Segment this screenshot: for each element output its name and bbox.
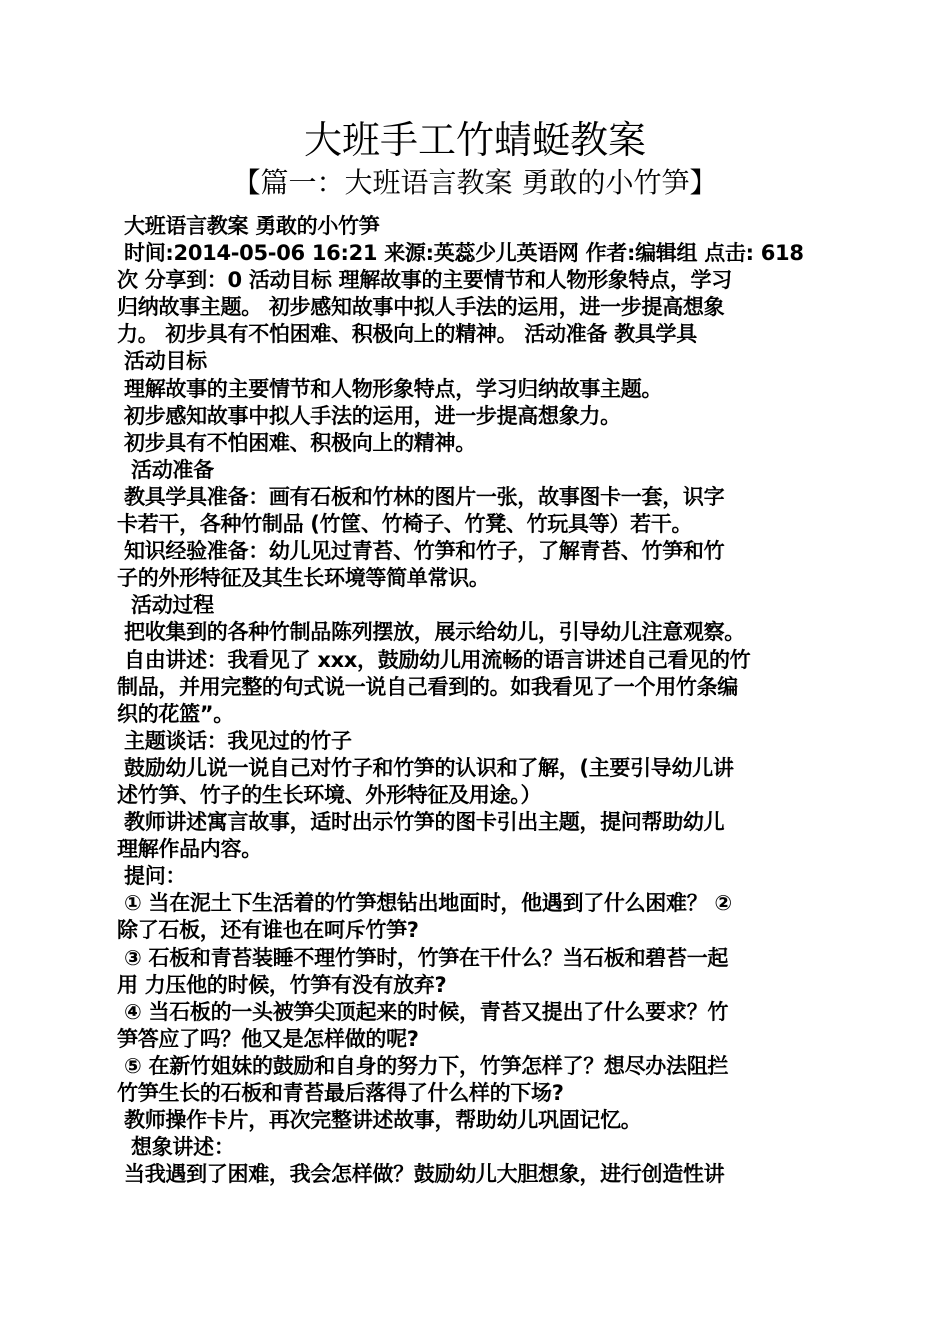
- body-line: 大班语言教案 勇敢的小竹笋: [117, 214, 380, 238]
- body-line: 笋答应了吗？他又是怎样做的呢?: [117, 1026, 419, 1051]
- body-line: 提问：: [117, 864, 187, 889]
- body-line: 竹笋生长的石板和青苔最后落得了什么样的下场?: [117, 1081, 564, 1105]
- body-line: 想象讲述：: [117, 1135, 235, 1160]
- body-line: 初步具有不怕困难、积极向上的精神。: [117, 430, 476, 455]
- body-line: 卡若干，各种竹制品 (竹筐、竹椅子、竹凳、竹玩具等）若干。: [117, 512, 693, 537]
- body-line: ④ 当石板的一头被笋尖顶起来的时候，青苔又提出了什么要求？竹: [117, 999, 729, 1024]
- body-line: 次 分享到：0 活动目标 理解故事的主要情节和人物形象特点，学习: [117, 268, 732, 293]
- body-line: 知识经验准备：幼儿见过青苔、竹笋和竹子，了解青苔、竹笋和竹: [117, 539, 725, 564]
- body-line: 教师操作卡片，再次完整讲述故事，帮助幼儿巩固记忆。: [117, 1108, 642, 1133]
- body-line: 理解作品内容。: [117, 837, 262, 862]
- body-line: 子的外形特征及其生长环境等简单常识。: [117, 566, 490, 591]
- body-line: 归纳故事主题。 初步感知故事中拟人手法的运用，进一步提高想象: [117, 295, 725, 320]
- body-line: 教师讲述寓言故事，适时出示竹笋的图卡引出主题，提问帮助幼儿: [117, 810, 725, 835]
- body-line: ① 当在泥土下生活着的竹笋想钻出地面时，他遇到了什么困难？ ②: [117, 891, 732, 916]
- body-line: ③ 石板和青苔装睡不理竹笋时，竹笋在干什么？当石板和碧苔一起: [117, 945, 729, 970]
- body-line: 当我遇到了困难，我会怎样做？鼓励幼儿大胆想象，进行创造性讲: [117, 1162, 725, 1187]
- body-line: 活动目标: [117, 349, 207, 374]
- body-line: 活动过程: [117, 593, 214, 618]
- body-line: ⑤ 在新竹姐妹的鼓励和自身的努力下，竹笋怎样了？想尽办法阻拦: [117, 1053, 729, 1078]
- body-line: 织的花篮”。: [117, 701, 235, 726]
- document-subtitle: 【篇一：大班语言教案 勇敢的小竹笋】: [232, 166, 718, 199]
- body-line: 鼓励幼儿说一说自己对竹子和竹笋的认识和了解，(主要引导幼儿讲: [117, 755, 734, 780]
- body-line: 把收集到的各种竹制品陈列摆放，展示给幼儿，引导幼儿注意观察。: [117, 620, 746, 645]
- document-title: 大班手工竹蜻蜓教案: [303, 118, 646, 162]
- body-line: 活动准备: [117, 457, 214, 482]
- body-line: 除了石板，还有谁也在呵斥竹笋?: [117, 918, 419, 943]
- document-body: [117, 213, 839, 1188]
- body-line: 教具学具准备：画有石板和竹林的图片一张，故事图卡一套，识字: [117, 484, 725, 509]
- body-line: 初步感知故事中拟人手法的运用，进一步提高想象力。: [117, 403, 621, 428]
- body-line: 理解故事的主要情节和人物形象特点，学习归纳故事主题。: [117, 376, 663, 401]
- body-line: 时间:2014-05-06 16:21 来源:英蕊少儿英语网 作者:编辑组 点击: 618: [117, 241, 804, 266]
- body-line: 述竹笋、竹子的生长环境、外形特征及用途。）: [117, 782, 542, 807]
- body-line: 自由讲述：我看见了 xxx，鼓励幼儿用流畅的语言讲述自己看见的竹: [117, 647, 751, 672]
- body-line: 主题谈话：我见过的竹子: [117, 728, 352, 753]
- body-line: 制品，并用完整的句式说一说自己看到的。如我看见了一个用竹条编: [117, 674, 738, 699]
- body-line: 用 力压他的时候，竹笋有没有放弃?: [117, 972, 447, 997]
- body-line: 力。 初步具有不怕困难、积极向上的精神。 活动准备 教具学具: [117, 322, 697, 347]
